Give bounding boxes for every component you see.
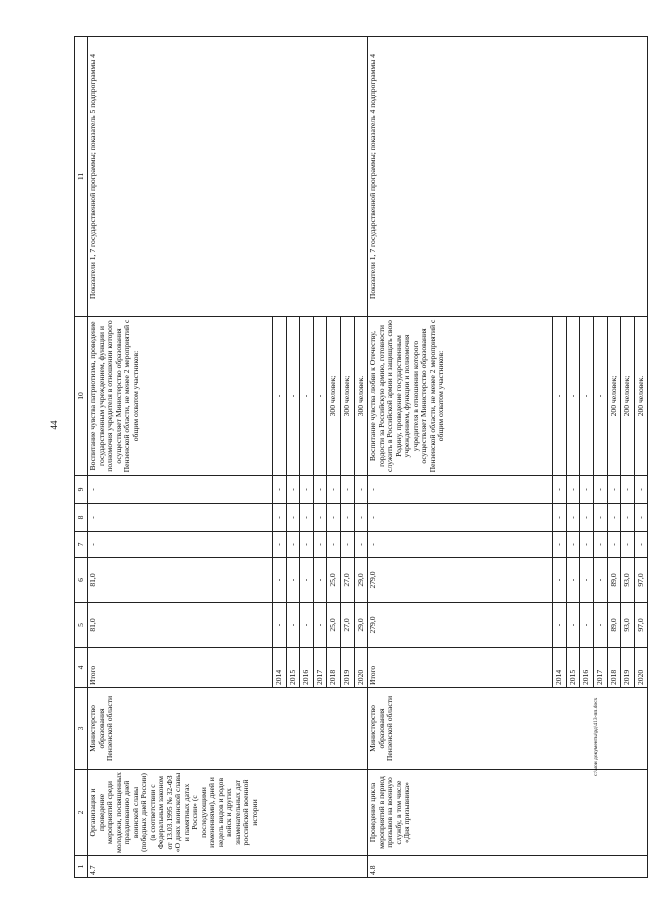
year-col8: - (553, 504, 567, 532)
row-number: 4.8 (368, 856, 648, 878)
year-cell: 2016 (300, 648, 314, 688)
year-col8: - (327, 504, 341, 532)
year-cell: 2014 (273, 648, 287, 688)
year-col8: - (607, 504, 621, 532)
year-col8: - (340, 504, 354, 532)
year-col9: - (553, 476, 567, 504)
year-result: - (580, 317, 594, 476)
year-col6: - (553, 558, 567, 603)
activity-name: Проведение цикла мероприятий в период призывов на военную службу, в том числе «Дня призывника» (368, 770, 648, 856)
year-col6: - (273, 558, 287, 603)
total-col6: 81,0 (88, 558, 273, 603)
year-col7: - (313, 532, 327, 558)
year-cell: 2020 (634, 648, 648, 688)
header-cell: 1 (75, 856, 88, 878)
year-col5: 97,0 (634, 603, 648, 648)
year-col8: - (621, 504, 635, 532)
year-col5: 27,0 (340, 603, 354, 648)
year-col7: - (580, 532, 594, 558)
year-col8: - (634, 504, 648, 532)
year-col9: - (300, 476, 314, 504)
year-cell: 2014 (553, 648, 567, 688)
header-cell: 11 (75, 37, 88, 317)
year-result: - (300, 317, 314, 476)
year-col9: - (607, 476, 621, 504)
year-col7: - (593, 532, 607, 558)
year-col5: 89,0 (607, 603, 621, 648)
year-col5: - (286, 603, 300, 648)
year-col6: - (313, 558, 327, 603)
year-result: - (553, 317, 567, 476)
year-col6: - (593, 558, 607, 603)
year-cell: 2017 (313, 648, 327, 688)
year-col5: 25,0 (327, 603, 341, 648)
indicator-cell: Показатели 1, 7 государственной программы; показатель 4 подпрограммы 4 (368, 37, 648, 317)
total-label: Итого (368, 648, 553, 688)
year-col7: - (354, 532, 368, 558)
year-cell: 2019 (621, 648, 635, 688)
year-col9: - (340, 476, 354, 504)
year-col7: - (327, 532, 341, 558)
year-col6: 25,0 (327, 558, 341, 603)
year-col7: - (553, 532, 567, 558)
year-col8: - (354, 504, 368, 532)
year-result: 200 человек. (634, 317, 648, 476)
total-col8: - (368, 504, 553, 532)
program-table (74, 36, 648, 878)
year-cell: 2018 (327, 648, 341, 688)
year-result: - (286, 317, 300, 476)
year-col9: - (273, 476, 287, 504)
year-col9: - (327, 476, 341, 504)
year-result: 200 человек; (607, 317, 621, 476)
total-col7: - (368, 532, 553, 558)
expected-result: Воспитание чувства любви к Отечеству, гордости за Российскую армию, готовности служить в Российской армии и защищать свою Родину, проведение государственным учреждением, функции и полномочия учредителя в отношении которого осуществляет Министерство образования Пензенской области, не менее 2 мероприятий с общим охватом участников: (368, 317, 553, 476)
header-cell: 7 (75, 532, 88, 558)
year-col9: - (286, 476, 300, 504)
year-col5: - (273, 603, 287, 648)
year-col5: - (566, 603, 580, 648)
year-col6: 93,0 (621, 558, 635, 603)
header-cell: 3 (75, 688, 88, 770)
executor-cell: Министерство образования Пензенской области (368, 688, 648, 770)
year-col5: - (300, 603, 314, 648)
year-result: - (566, 317, 580, 476)
year-col6: - (580, 558, 594, 603)
year-col7: - (340, 532, 354, 558)
year-col7: - (566, 532, 580, 558)
total-col9: - (368, 476, 553, 504)
year-col6: - (286, 558, 300, 603)
year-col8: - (300, 504, 314, 532)
year-col9: - (354, 476, 368, 504)
year-col8: - (580, 504, 594, 532)
header-cell: 10 (75, 317, 88, 476)
header-row (75, 37, 88, 878)
total-col9: - (88, 476, 273, 504)
year-col5: 93,0 (621, 603, 635, 648)
total-col8: - (88, 504, 273, 532)
year-result: - (313, 317, 327, 476)
file-path-footer: c:\мои документы\рд\413-пп.docx (593, 697, 599, 776)
year-col6: 89,0 (607, 558, 621, 603)
header-cell: 6 (75, 558, 88, 603)
year-col6: - (300, 558, 314, 603)
year-result: 300 человек; (327, 317, 341, 476)
year-col6: 97,0 (634, 558, 648, 603)
year-cell: 2020 (354, 648, 368, 688)
year-col9: - (621, 476, 635, 504)
expected-result: Воспитание чувства патриотизма, проведение государственным учреждением, функции и полномочия учредителя в отношении которого осуществляет Министерство образования Пензенской области, не менее 2 мероприятий с общим охватом участников: (88, 317, 273, 476)
year-col5: 29,0 (354, 603, 368, 648)
year-col9: - (593, 476, 607, 504)
year-col8: - (593, 504, 607, 532)
year-col5: - (313, 603, 327, 648)
header-cell: 2 (75, 770, 88, 856)
year-result: - (593, 317, 607, 476)
row-number: 4.7 (88, 856, 368, 878)
year-cell: 2017 (593, 648, 607, 688)
year-col7: - (607, 532, 621, 558)
activity-name: Организация и проведение мероприятий среди молодежи, посвященных празднованию дней воинской славы (победных дней России) (в соответствии с Федеральным законом от 13.03.1995 № 32-ФЗ «О днях воинской славы и памятных датах России» (с последующими изменениями), дней и недель видов и родов войск и других знаменательных дат российской военной истории (88, 770, 368, 856)
year-col7: - (286, 532, 300, 558)
year-col9: - (313, 476, 327, 504)
table-row (368, 37, 553, 878)
year-col5: - (593, 603, 607, 648)
year-col5: - (553, 603, 567, 648)
year-cell: 2019 (340, 648, 354, 688)
header-cell: 4 (75, 648, 88, 688)
header-cell: 9 (75, 476, 88, 504)
year-result: 200 человек; (621, 317, 635, 476)
year-col6: 29,0 (354, 558, 368, 603)
year-col8: - (286, 504, 300, 532)
year-col7: - (273, 532, 287, 558)
total-col6: 279,0 (368, 558, 553, 603)
executor-cell: Министерство образования Пензенской области (88, 688, 368, 770)
year-col5: - (580, 603, 594, 648)
year-col8: - (313, 504, 327, 532)
total-col5: 81,0 (88, 603, 273, 648)
year-cell: 2016 (580, 648, 594, 688)
header-cell: 8 (75, 504, 88, 532)
year-result: 300 человек; (340, 317, 354, 476)
total-col7: - (88, 532, 273, 558)
year-col6: - (566, 558, 580, 603)
total-col5: 279,0 (368, 603, 553, 648)
year-cell: 2018 (607, 648, 621, 688)
header-cell: 5 (75, 603, 88, 648)
total-label: Итого (88, 648, 273, 688)
year-col7: - (300, 532, 314, 558)
year-result: - (273, 317, 287, 476)
year-col9: - (580, 476, 594, 504)
page-number: 44 (49, 420, 59, 430)
table-row (88, 37, 273, 878)
year-cell: 2015 (286, 648, 300, 688)
year-col7: - (634, 532, 648, 558)
year-col7: - (621, 532, 635, 558)
year-cell: 2015 (566, 648, 580, 688)
year-col6: 27,0 (340, 558, 354, 603)
indicator-cell: Показатели 1, 7 государственной программы; показатель 5 подпрограммы 4 (88, 37, 368, 317)
year-col8: - (566, 504, 580, 532)
year-result: 300 человек. (354, 317, 368, 476)
year-col8: - (273, 504, 287, 532)
year-col9: - (634, 476, 648, 504)
year-col9: - (566, 476, 580, 504)
